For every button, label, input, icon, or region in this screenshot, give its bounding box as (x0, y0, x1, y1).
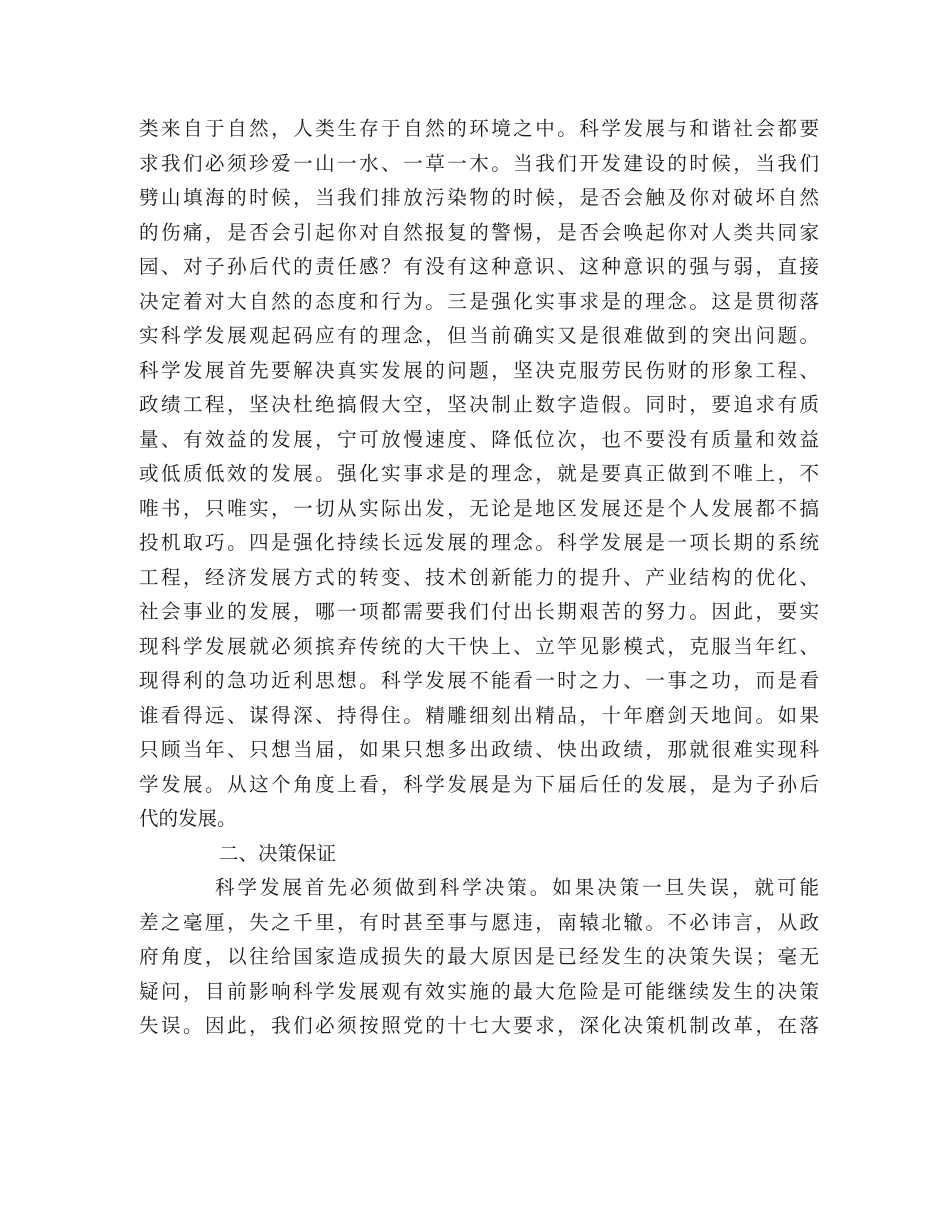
text-line: 或低质低效的发展。强化实事求是的理念，就是要真正做到不唯上，不 (139, 462, 819, 485)
text-line: 投机取巧。四是强化持续长远发展的理念。科学发展是一项长期的系统 (139, 531, 819, 554)
text-line: 量、有效益的发展，宁可放慢速度、降低位次，也不要没有质量和效益 (139, 427, 819, 451)
text-line: 现得利的急功近利思想。科学发展不能看一时之力、一事之功，而是看 (139, 669, 819, 692)
text-line: 决定着对大自然的态度和行为。三是强化实事求是的理念。这是贯彻落 (139, 289, 819, 313)
text-line: 只顾当年、只想当届，如果只想多出政绩、快出政绩，那就很难实现科 (139, 738, 819, 761)
text-line: 谁看得远、谋得深、持得住。精雕细刻出精品，十年磨剑天地间。如果 (139, 703, 819, 727)
text-line: 科学发展首先要解决真实发展的问题，坚决克服劳民伤财的形象工程、 (139, 358, 819, 382)
text-line: 类来自于自然，人类生存于自然的环境之中。科学发展与和谐社会都要 (139, 117, 819, 140)
text-line: 园、对子孙后代的责任感？有没有这种意识、这种意识的强与弱，直接 (139, 255, 819, 278)
text-line: 的伤痛，是否会引起你对自然报复的警惕，是否会唤起你对人类共同家 (139, 220, 819, 244)
text-line: 现科学发展就必须摈弃传统的大干快上、立竿见影模式，克服当年红、 (139, 634, 819, 658)
text-line: 疑问，目前影响科学发展观有效实施的最大危险是可能继续发生的决策 (139, 979, 819, 1003)
paragraph-1 (139, 112, 819, 837)
text-line: 失误。因此，我们必须按照党的十七大要求，深化决策机制改革，在落 (139, 1014, 819, 1037)
document-page (139, 112, 819, 1044)
text-line: 政绩工程，坚决杜绝搞假大空，坚决制止数字造假。同时，要追求有质 (139, 393, 819, 416)
text-line: 劈山填海的时候，当我们排放污染物的时候，是否会触及你对破坏自然 (139, 186, 819, 209)
section-heading: 二、决策保证 (219, 841, 337, 865)
text-line: 唯书，只唯实，一切从实际出发，无论是地区发展还是个人发展都不搞 (139, 496, 819, 520)
text-line: 社会事业的发展，哪一项都需要我们付出长期艰苦的努力。因此，要实 (139, 600, 819, 623)
text-line: 实科学发展观起码应有的理念，但当前确实又是很难做到的突出问题。 (139, 324, 819, 347)
paragraph-2 (139, 871, 819, 1044)
text-line: 差之毫厘，失之千里，有时甚至事与愿违，南辕北辙。不必讳言，从政 (139, 910, 819, 934)
text-line: 工程，经济发展方式的转变、技术创新能力的提升、产业结构的优化、 (139, 565, 819, 589)
text-line: 科学发展首先必须做到科学决策。如果决策一旦失误，就可能 (215, 876, 819, 899)
text-line: 学发展。从这个角度上看，科学发展是为下届后任的发展，是为子孙后 (139, 772, 819, 796)
text-line: 代的发展。 (139, 807, 237, 830)
text-line: 求我们必须珍爱一山一水、一草一木。当我们开发建设的时候，当我们 (139, 151, 819, 175)
text-line: 府角度，以往给国家造成损失的最大原因是已经发生的决策失误；毫无 (139, 945, 819, 968)
